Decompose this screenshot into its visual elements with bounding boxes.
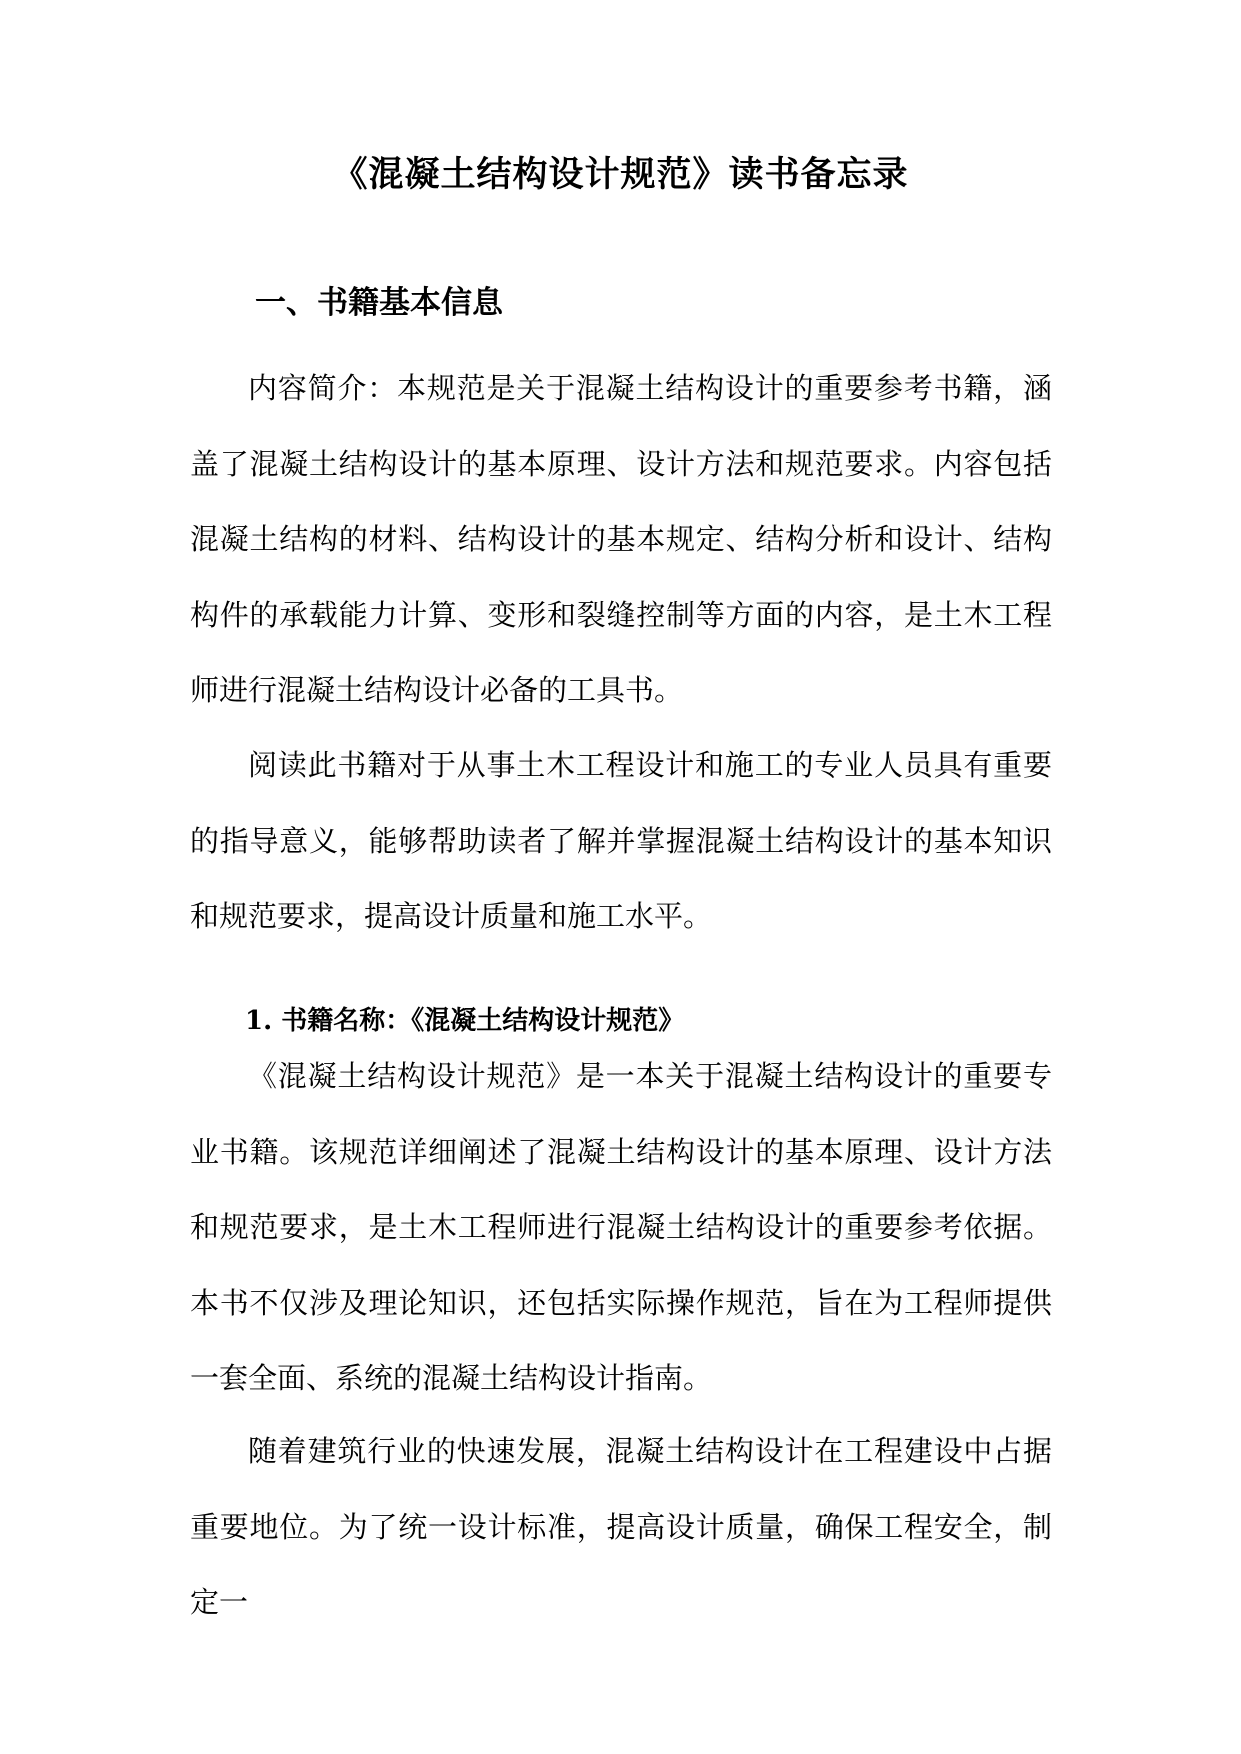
section-heading-basic-info: 一、书籍基本信息	[255, 285, 503, 321]
subsection-heading-book-name: 1. 书籍名称：《混凝土结构设计规范》	[245, 1006, 685, 1036]
document-title: 《混凝土结构设计规范》读书备忘录	[332, 154, 909, 195]
paragraph-background: 随着建筑行业的快速发展，混凝土结构设计在工程建设中占据重要地位。为了统一设计标准，提高设计质量，确保工程安全，制定一	[190, 1434, 1052, 1619]
paragraph-content-summary: 内容简介：本规范是关于混凝土结构设计的重要参考书籍，涵盖了混凝土结构设计的基本原理、设计方法和规范要求。内容包括混凝土结构的材料、结构设计的基本规定、结构分析和设计、结构构件的承载能力计算、变形和裂缝控制等方面的内容，是土木工程师进行混凝土结构设计必备的工具书。	[190, 371, 1052, 707]
paragraph-book-description: 《混凝土结构设计规范》是一本关于混凝土结构设计的重要专业书籍。该规范详细阐述了混凝土结构设计的基本原理、设计方法和规范要求，是土木工程师进行混凝土结构设计的重要参考依据。本书不仅涉及理论知识，还包括实际操作规范，旨在为工程师提供一套全面、系统的混凝土结构设计指南。	[190, 1059, 1052, 1395]
paragraph-reading-significance: 阅读此书籍对于从事土木工程设计和施工的专业人员具有重要的指导意义，能够帮助读者了解并掌握混凝土结构设计的基本知识和规范要求，提高设计质量和施工水平。	[190, 748, 1052, 933]
